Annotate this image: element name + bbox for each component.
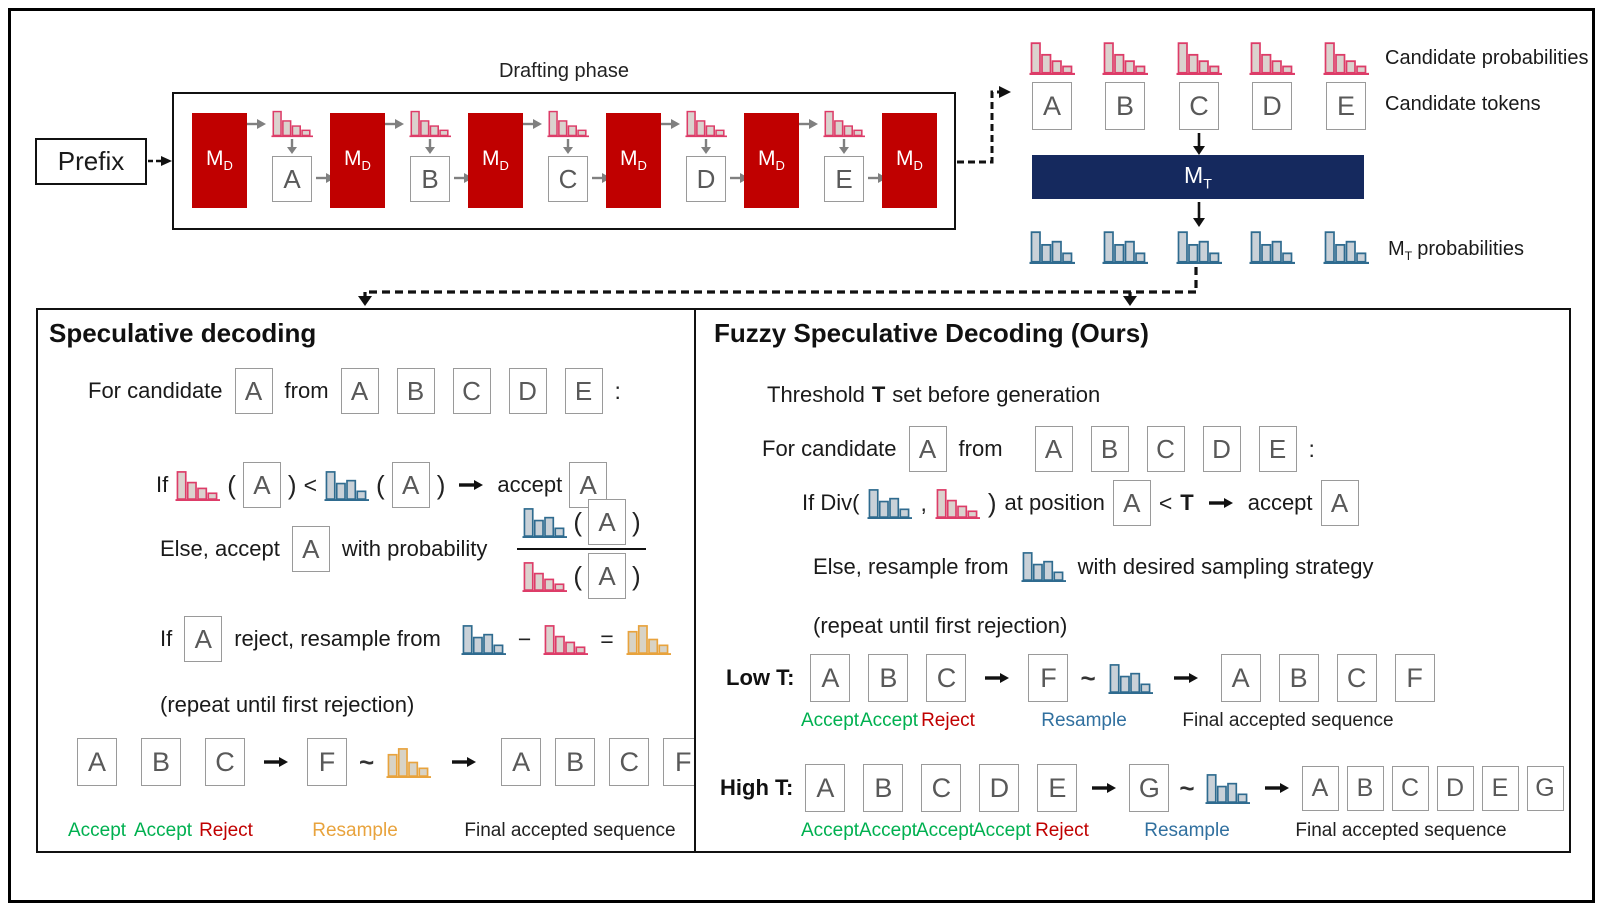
low-t-row — [726, 654, 1435, 702]
for-candidate-line — [88, 368, 621, 414]
target-distribution-icon — [1108, 662, 1153, 695]
draft-model-box: $M_D$ — [468, 113, 523, 208]
prefix-box — [35, 138, 147, 185]
accept-label: Accept — [859, 710, 919, 731]
arrow-down-icon — [699, 139, 713, 155]
arrow-down-icon — [423, 139, 437, 155]
final-token: A — [501, 738, 541, 786]
resampled-token: F — [1028, 654, 1068, 702]
accept-label: Accept — [133, 820, 193, 841]
residual-distribution-icon — [386, 746, 431, 779]
draft-token: C — [548, 156, 588, 202]
token: E — [565, 368, 603, 414]
token: D — [1203, 426, 1241, 472]
final-token: C — [1392, 766, 1429, 811]
candidate-token: A — [1321, 480, 1359, 526]
for-candidate-line — [762, 426, 1315, 472]
drafted-token: B — [868, 654, 908, 702]
draft-step-2 — [408, 109, 452, 202]
tilde-text: ~ — [359, 746, 375, 777]
for-candidate-text: For candidate — [88, 378, 223, 403]
arrow-right-icon — [1173, 671, 1199, 685]
target-distribution-icon — [1205, 772, 1250, 805]
speculative-decoding-panel — [36, 308, 696, 853]
else-resample-line — [813, 550, 1374, 583]
probability-fraction: ( A ) ( A ) — [517, 499, 645, 599]
equals-text: = — [600, 625, 614, 652]
candidate-token: A — [243, 462, 281, 508]
threshold-t-text: T — [871, 382, 886, 407]
target-distribution-icon — [461, 623, 506, 656]
reject-resample-line — [160, 616, 671, 662]
sampling-strategy-text: with desired sampling strategy — [1077, 553, 1374, 579]
draft-distribution-icon — [823, 109, 865, 138]
arrow-right-icon — [263, 755, 289, 769]
draft-distribution-icon — [522, 560, 567, 593]
drafted-token: A — [805, 764, 845, 812]
draft-model-box — [192, 113, 247, 208]
resample-label: Resample — [312, 820, 398, 841]
arrow-right-icon — [660, 117, 681, 131]
high-t-row — [720, 764, 1564, 812]
repeat-note: (repeat until first rejection) — [160, 692, 415, 717]
arrow-down-icon — [285, 139, 299, 155]
draft-step-3 — [546, 109, 590, 202]
target-distribution-icon — [1323, 229, 1369, 265]
final-token: A — [1302, 766, 1339, 811]
drafted-token: B — [863, 764, 903, 812]
candidate-distribution-icon — [1176, 40, 1222, 76]
final-token: B — [555, 738, 595, 786]
drafting-phase-box — [172, 92, 956, 230]
candidate-token: A — [588, 499, 626, 545]
draft-step-1 — [270, 109, 314, 202]
fraction-bar — [517, 548, 645, 550]
panel-title: Speculative decoding — [49, 318, 317, 348]
arrow-right-icon — [798, 117, 819, 131]
final-sequence-label: Final accepted sequence — [1295, 820, 1507, 841]
drafted-token: C — [921, 764, 961, 812]
reject-label: Reject — [199, 820, 253, 841]
threshold-line: Threshold T set before generation — [767, 382, 1101, 407]
final-token: F — [663, 738, 703, 786]
final-token: C — [609, 738, 649, 786]
arrow-down-icon — [561, 139, 575, 155]
arrow-right-icon — [246, 117, 267, 131]
colon-text: : — [614, 377, 621, 404]
candidate-token: E — [1326, 82, 1366, 130]
if-accept-line: If ( A ) < ( A ) accept A — [156, 462, 607, 508]
token: C — [453, 368, 491, 414]
target-distribution-icon — [1249, 229, 1295, 265]
candidate-token: A — [569, 462, 607, 508]
else-accept-line — [160, 492, 646, 606]
resample-label: Resample — [1041, 710, 1127, 731]
panel-title: Fuzzy Speculative Decoding (Ours) — [714, 318, 1149, 348]
arrow-down-icon — [837, 139, 851, 155]
draft-token: A — [272, 156, 312, 202]
drafted-token: C — [205, 738, 245, 786]
final-sequence-label: Final accepted sequence — [464, 820, 676, 841]
token: D — [509, 368, 547, 414]
candidate-token: A — [1032, 82, 1072, 130]
example-row — [77, 738, 703, 786]
fuzzy-speculative-decoding-panel — [694, 308, 1571, 853]
from-text: from — [284, 378, 329, 403]
draft-step-5 — [822, 109, 866, 202]
prefix-label: Prefix — [57, 146, 125, 176]
draft-token: B — [410, 156, 450, 202]
final-token: D — [1437, 766, 1474, 811]
accept-label: Accept — [915, 820, 975, 841]
draft-distribution-icon — [271, 109, 313, 138]
target-distribution-icon — [1021, 550, 1066, 583]
candidate-distribution-icon — [1323, 40, 1369, 76]
token: B — [397, 368, 435, 414]
candidate-token: A — [909, 426, 947, 472]
less-than-text: < — [1158, 489, 1173, 516]
reject-resample-text: reject, resample from — [234, 626, 441, 651]
drafted-token: A — [810, 654, 850, 702]
final-token: F — [1395, 654, 1435, 702]
minus-text: − — [517, 625, 532, 652]
candidate-token: A — [235, 368, 273, 414]
reject-label: Reject — [921, 710, 975, 731]
final-token: B — [1347, 766, 1384, 811]
arrow-right-icon — [1208, 496, 1234, 510]
arrow-right-icon — [1264, 781, 1290, 795]
mt-probabilities-label: $M_T$ probabilities — [1388, 238, 1524, 263]
final-token: G — [1527, 766, 1564, 811]
accept-text: accept — [497, 472, 563, 497]
from-text: from — [958, 436, 1003, 461]
target-model-box — [1032, 155, 1364, 199]
arrow-right-icon — [458, 478, 484, 492]
resample-label: Resample — [1144, 820, 1230, 841]
resampled-token: G — [1129, 764, 1169, 812]
accept-label: Accept — [972, 820, 1032, 841]
draft-model-label: $M_D$ — [206, 147, 233, 174]
else-accept-text: Else, accept — [160, 536, 280, 561]
final-token: A — [1221, 654, 1261, 702]
accept-label: Accept — [67, 820, 127, 841]
if-div-line: If Div( , ) at position A < T accept A — [802, 480, 1359, 526]
drafted-token: A — [77, 738, 117, 786]
candidate-distribution-icon — [1029, 40, 1075, 76]
token: A — [1035, 426, 1073, 472]
candidate-token: A — [292, 526, 330, 572]
arrow-right-icon — [984, 671, 1010, 685]
draft-token: E — [824, 156, 864, 202]
drafted-token: C — [926, 654, 966, 702]
target-distribution-icon — [522, 506, 567, 539]
if-div-text: If Div( — [802, 490, 860, 515]
token: E — [1259, 426, 1297, 472]
threshold-t-text: T — [1180, 490, 1194, 515]
draft-model-box: $M_D$ — [330, 113, 385, 208]
final-token: C — [1337, 654, 1377, 702]
draft-distribution-icon — [935, 487, 980, 520]
target-distribution-icon — [1102, 229, 1148, 265]
final-token: B — [1279, 654, 1319, 702]
if-text: If — [156, 472, 169, 497]
drafted-token: E — [1037, 764, 1077, 812]
token: C — [1147, 426, 1185, 472]
target-distribution-icon — [867, 487, 912, 520]
at-position-text: at position — [1004, 490, 1105, 515]
drafted-token: D — [979, 764, 1019, 812]
resampled-token: F — [307, 738, 347, 786]
less-than-text: < — [303, 471, 318, 498]
tilde-text: ~ — [1080, 662, 1096, 693]
for-candidate-text: For candidate — [762, 436, 897, 461]
candidate-token: B — [1105, 82, 1145, 130]
low-t-label: Low T: — [726, 665, 795, 690]
target-model-label: $M_T$ — [1184, 161, 1212, 193]
reject-label: Reject — [1035, 820, 1089, 841]
token: B — [1091, 426, 1129, 472]
arrow-right-icon — [451, 755, 477, 769]
candidate-probabilities-label: Candidate probabilities — [1385, 47, 1589, 69]
draft-model-box: $M_D$ — [882, 113, 937, 208]
candidate-distribution-icon — [1249, 40, 1295, 76]
accept-label: Accept — [800, 820, 860, 841]
candidate-token: C — [1179, 82, 1219, 130]
draft-distribution-icon — [409, 109, 451, 138]
if-text: If — [160, 626, 173, 651]
candidate-distribution-icon — [1102, 40, 1148, 76]
accept-text: accept — [1247, 490, 1313, 515]
draft-distribution-icon — [547, 109, 589, 138]
accept-label: Accept — [858, 820, 918, 841]
candidate-token: A — [184, 616, 222, 662]
candidate-token: A — [392, 462, 430, 508]
drafted-token: B — [141, 738, 181, 786]
repeat-note: (repeat until first rejection) — [813, 613, 1068, 638]
else-resample-text: Else, resample from — [813, 553, 1009, 579]
drafting-phase-label: Drafting phase — [498, 60, 630, 82]
arrow-right-icon — [384, 117, 405, 131]
colon-text: : — [1308, 435, 1315, 462]
accept-label: Accept — [800, 710, 860, 731]
with-probability-text: with probability — [341, 536, 488, 561]
arrow-right-icon — [522, 117, 543, 131]
target-distribution-icon — [1176, 229, 1222, 265]
candidate-token: A — [1113, 480, 1151, 526]
final-token: E — [1482, 766, 1519, 811]
candidate-token: D — [1252, 82, 1292, 130]
draft-step-4 — [684, 109, 728, 202]
candidate-token: A — [588, 553, 626, 599]
draft-model-box: $M_D$ — [606, 113, 661, 208]
candidate-tokens-label: Candidate tokens — [1385, 93, 1541, 115]
draft-token: D — [686, 156, 726, 202]
token: A — [341, 368, 379, 414]
draft-distribution-icon — [543, 623, 588, 656]
arrow-right-icon — [1091, 781, 1117, 795]
target-distribution-icon — [1029, 229, 1075, 265]
final-sequence-label: Final accepted sequence — [1182, 710, 1394, 731]
draft-model-box: $M_D$ — [744, 113, 799, 208]
residual-distribution-icon — [626, 623, 671, 656]
tilde-text: ~ — [1179, 772, 1195, 803]
draft-distribution-icon — [685, 109, 727, 138]
high-t-label: High T: — [720, 775, 794, 800]
